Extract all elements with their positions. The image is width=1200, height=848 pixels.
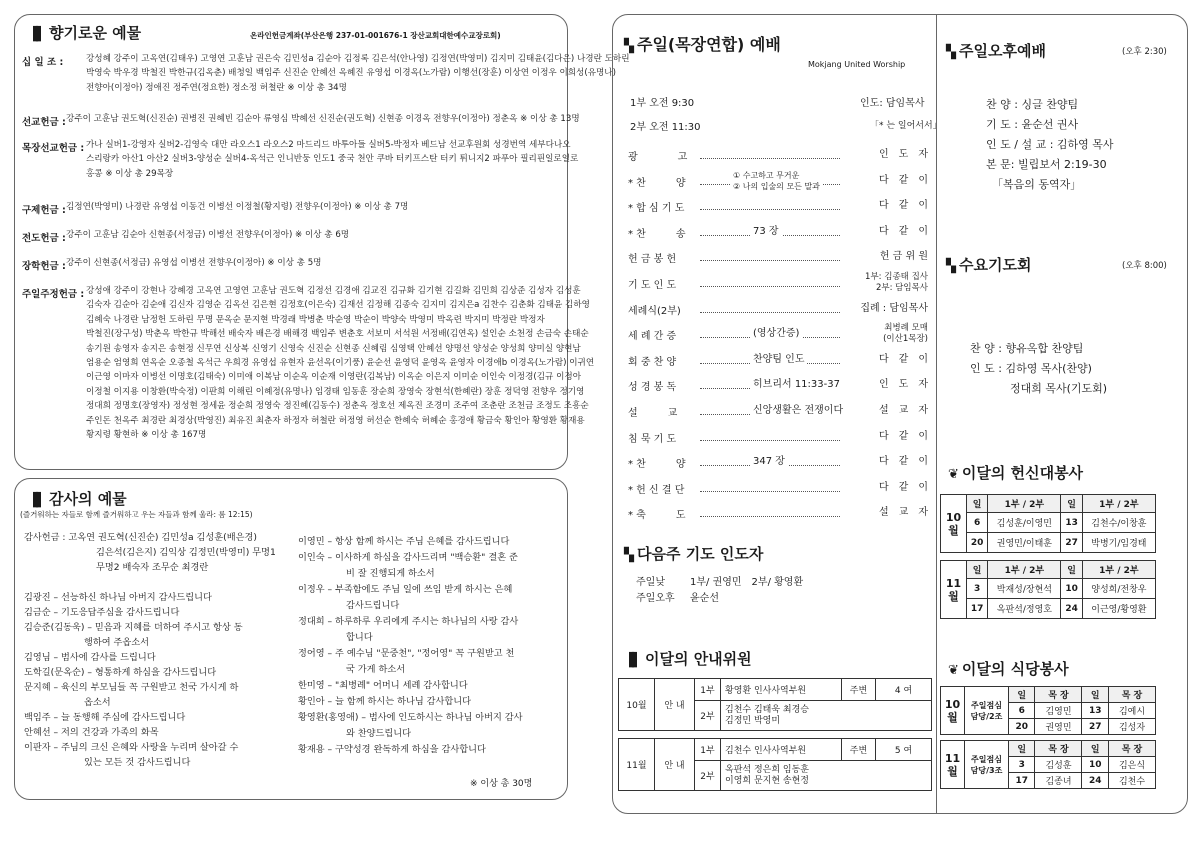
service-order-name: * 합 심 기 도 (628, 203, 685, 215)
usher-row (619, 679, 932, 701)
devotion-cell: 24 (1061, 599, 1082, 619)
offering-name-line: 강성애 강주이 강현나 강혜경 고옥연 고영연 고훈남 권도혁 김정선 김경애 김교진 김규화 김기현 김길화 김민희 김상준 김성자 김성훈 (86, 286, 581, 296)
offering-category-names (66, 256, 550, 270)
devotion-month-line: 월 (948, 523, 959, 537)
wednesday-title: ▚ 수요기도회 (946, 256, 1032, 274)
service-order-item (622, 272, 930, 296)
service-order-content (750, 378, 843, 392)
service-order-content (750, 353, 807, 367)
offering-name-line: 강성혜 강주이 고옥연(김태우) 고영연 고훈남 권은숙 김민성a 김순아 김정록 김은석(안나영) 김정연(박영미) 김지미 김태윤(김다은) 나경란 도하린 (86, 54, 630, 64)
thanks-line: 국 가게 하소서 (346, 664, 406, 675)
offering-category-label: 구제헌금 : (22, 205, 66, 216)
thanks-line: 있는 모든 것 감사드립니다 (84, 757, 191, 768)
service-order-item (622, 378, 930, 398)
offering-name-line: 강주이 고훈남 권도혁(신진순) 권병진 권혜빈 김순아 류영심 박혜선 신진순(권도혁) 신현종 이경옥 전향우(이정아) 정춘옥 ※ 이상 총 13명 (66, 114, 580, 124)
offering-name-line: 강주이 신현종(서정금) 유영섭 이병선 전향우(이정아) ※ 이상 총 5명 (66, 258, 322, 268)
kitchen-title: ❦ 이달의 식당봉사 (948, 660, 1069, 678)
thanks-line: 와 찬양드립니다 (346, 728, 412, 739)
kitchen-header-cell: 일 (1009, 687, 1035, 703)
kitchen-header-row (941, 741, 1156, 757)
next-sunday-value: 1부/ 권영민 2부/ 황영환 (690, 577, 804, 588)
offering-name-line: 강주이 고훈남 김순아 신현종(서정금) 이병선 전향우(이정아) ※ 이상 총 6명 (66, 230, 350, 240)
thanks-line: 이판자 – 주님의 크신 은혜와 사랑을 누리며 살아갈 수 (24, 742, 239, 753)
devotion-month (941, 495, 967, 553)
service-order-leader-line: 다 같 이 (879, 174, 928, 186)
kitchen-cell: 17 (1009, 773, 1035, 789)
service-order-item (622, 481, 930, 501)
wednesday-detail-line: 정대희 목사(기도회) (1010, 382, 1108, 395)
kitchen-month-line: 월 (947, 764, 958, 778)
thanks-line: 김승준(김동욱) – 믿음과 지혜를 더하여 주시고 항상 동 (24, 622, 243, 633)
usher-spacer (619, 731, 932, 739)
service-order-leader-line: 설 교 자 (879, 405, 928, 416)
service-order-content-line: ① 수고하고 무거운 (733, 170, 800, 180)
thanks-line: 감사헌금 : 고옥연 권도혁(신진순) 김민성a 김성훈(배은경) (24, 532, 257, 543)
service-order-leader-dots (700, 158, 840, 159)
usher-month: 11월 (619, 739, 655, 791)
thanks-subtitle: (즐거워하는 자들로 함께 즐거워하고 우는 자들과 함께 울라: 롬 12:15) (20, 510, 253, 519)
offering-name-line: 김정연(박영미) 나경란 유영섭 이동건 이병선 이정철(황지령) 전향우(이정아) ※ 이상 총 7명 (66, 202, 409, 212)
kitchen-header-cell: 목 장 (1035, 741, 1082, 757)
kitchen-cell: 김성훈 (1035, 757, 1082, 773)
service-order-content (750, 455, 788, 469)
service-order-leader (879, 506, 928, 520)
devotion-header-cell: 1부 / 2부 (988, 495, 1061, 513)
service-order-name: 회 중 찬 양 (628, 356, 677, 368)
service-order-item (622, 455, 930, 475)
kitchen-cell: 김영민 (1035, 703, 1082, 719)
service-order-leader-dots (700, 209, 840, 210)
devotion-cell: 10 (1061, 579, 1082, 599)
thanks-line: 백임주 – 늘 동행해 주심에 감사드립니다 (24, 712, 186, 723)
devotion-header-cell: 일 (1061, 495, 1082, 513)
devotion-spacer-cell (941, 553, 1156, 561)
service-order-leader-line: 설 교 자 (879, 507, 928, 519)
devotion-cell: 김천수/이창훈 (1082, 513, 1155, 533)
usher-name-line: 김정민 박영미 (725, 715, 781, 726)
usher-part: 2부 (695, 761, 721, 791)
kitchen-month (941, 741, 965, 789)
devotion-header-cell: 일 (967, 495, 988, 513)
thanks-line: 한미영 – "최병례" 어머니 세례 감사합니다 (298, 680, 468, 691)
devotion-header-row (941, 561, 1156, 579)
usher-name-line: 옥판석 정은희 임동훈 (725, 764, 809, 775)
kitchen-cell: 27 (1082, 719, 1108, 735)
kitchen-cell: 13 (1082, 703, 1108, 719)
service-order-item (622, 199, 930, 219)
thanks-line: 이영민 – 항상 함께 하시는 주님 은혜를 감사드립니다 (298, 536, 510, 547)
service-order-leader (879, 225, 928, 239)
devotion-month-line: 11 (945, 576, 962, 590)
service-order-name: * 찬 양 (628, 177, 686, 189)
column-divider (936, 14, 937, 814)
offering-category-names (66, 228, 550, 242)
kitchen-month-line: 월 (947, 710, 958, 724)
thanks-line: 정대희 – 하루하루 우리에게 주시는 하나님의 사랑 감사 (298, 616, 519, 627)
offering-category-names (86, 52, 630, 95)
devotion-cell: 박병기/임경태 (1082, 533, 1155, 553)
service-order-name: * 찬 양 (628, 459, 686, 471)
devotion-header-cell: 1부 / 2부 (1082, 561, 1155, 579)
offering-category-label: 선교헌금 : (22, 117, 66, 128)
thanks-line: 김은석(김은지) 김익상 김정민(박영미) 무명1 (96, 547, 276, 558)
service-order-content (750, 225, 782, 239)
kitchen-dept (965, 741, 1009, 789)
offering-name-line: 박영숙 박우경 박철진 박한규(김옥춘) 배청일 백임주 신진순 안혜선 옥혜진 유영섭 이경옥(노가람) 이행선(장훈) 이상연 이정우 이희성(유명나) (86, 68, 616, 79)
offering-name-line: 엄용순 엄영희 연옥순 오종철 옥석근 우희경 유영섭 유현자 윤선옥(이기풍) 윤순선 윤영덕 윤영옥 윤영자 이경애b 이경옥(노가람) 이귀연 (86, 358, 595, 369)
devotion-cell: 박재성/장현석 (988, 579, 1061, 599)
devotion-spacer (941, 553, 1156, 561)
thanks-line: 황인아 – 늘 함께 하시는 하나님 감사합니다 (298, 696, 471, 707)
offering-name-line: 이정철 이지용 이창환(박숙정) 이판희 이해린 이혜정(유명나) 임경태 임동훈 장순희 장영숙 장현석(한혜란) 장훈 정덕영 전향우 정기영 (86, 386, 585, 397)
thanks-line: 황재용 – 구약성경 완독하게 하심을 감사합니다 (298, 744, 486, 755)
service-order-leader (865, 272, 928, 294)
kitchen-dept (965, 687, 1009, 735)
service-order-leader-dots (700, 516, 840, 517)
offering-name-line: 김숙자 김순아 김순애 김신자 김영순 김옥선 김은현 김정호(이은숙) 김재선 김정해 김종숙 김지미 김지은a 김찬수 김춘화 김태윤 김하영 (86, 300, 590, 311)
service-order-name: * 헌 신 결 단 (628, 484, 685, 496)
wednesday-detail-line: 찬 양 : 향유옥합 찬양팀 (970, 342, 1084, 355)
kitchen-cell: 권영민 (1035, 719, 1082, 735)
service-order-content-line: ② 나의 입술의 모든 말과 (733, 181, 820, 191)
devotion-cell: 3 (967, 579, 988, 599)
service-order-content-line: 히브리서 11:33-37 (753, 379, 840, 391)
service-order-content-line: 찬양팀 인도 (753, 353, 805, 365)
thanks-line: 도학길(문옥순) – 형통하게 하심을 감사드립니다 (24, 667, 217, 678)
usher-post: 주변 (842, 739, 876, 761)
offering-name-line: 가나 실버1-강영자 실버2-김영숙 대만 라오스1 라오스2 마드리드 바투아들 실버5-박정자 베드남 선교후원회 성경번역 세부다나오 (86, 140, 571, 150)
thanks-line: 감사드립니다 (346, 600, 400, 611)
offering-name-line: 주인돈 천옥주 최경란 최경상(박영진) 최유진 최춘자 하정자 허철란 허정영 허선순 한혜숙 허혜순 홍경애 황금숙 황인아 황영환 황재용 (86, 415, 585, 426)
kitchen-cell: 20 (1009, 719, 1035, 735)
service-order-leader-line: 헌 금 위 원 (879, 251, 928, 263)
kitchen-cell: 10 (1082, 757, 1108, 773)
service-order-name: 세 례 간 증 (628, 331, 677, 343)
afternoon-detail-line: 본 문: 빌립보서 2:19-30 (986, 158, 1107, 171)
kitchen-dept-line: 담당/2조 (970, 711, 1003, 721)
service-order-leader (879, 174, 928, 188)
kitchen-cell: 24 (1082, 773, 1108, 789)
service-order-content-line: 73 장 (753, 225, 779, 237)
kitchen-header-cell: 일 (1082, 741, 1108, 757)
offering-name-line: 정대희 정명호(장영자) 정성현 정세윤 정순희 정영숙 정진혜(김동수) 정춘옥 정호선 제옥진 조경미 조주여 조춘란 조천금 조정도 조흥순 (86, 401, 589, 412)
service-order-leader-line: 집례 : 담임목사 (860, 302, 928, 314)
devotion-cell: 권영민/이태훈 (988, 533, 1061, 553)
thanks-line: 옵소서 (84, 697, 111, 708)
usher-part: 1부 (695, 679, 721, 701)
devotion-header-cell: 1부 / 2부 (1082, 495, 1155, 513)
offering-category-label: 장학헌금 : (22, 261, 66, 272)
kitchen-dept-line: 담당/3조 (970, 765, 1003, 775)
devotion-cell: 양성희/전창우 (1082, 579, 1155, 599)
service-order-leader-line: 다 같 이 (879, 353, 928, 365)
devotion-row (941, 579, 1156, 599)
thanks-line: 김영님 – 범사에 감사를 드립니다 (24, 652, 156, 663)
service-order-name: 광 고 (628, 152, 688, 163)
next-week-title: ▚ 다음주 기도 인도자 (624, 545, 764, 563)
service-order-name: 침 묵 기 도 (628, 433, 677, 445)
service-order-leader-line: 다 같 이 (879, 430, 928, 442)
devotion-row (941, 513, 1156, 533)
kitchen-cell: 김종녀 (1035, 773, 1082, 789)
service-order-leader (879, 378, 928, 392)
afternoon-detail-line: 찬 양 : 싱글 찬양팀 (986, 98, 1079, 111)
thanks-line: 무명2 배숙자 조무순 최경란 (96, 562, 209, 573)
service-order-leader-line: 다 같 이 (879, 225, 928, 237)
devotion-cell: 27 (1061, 533, 1082, 553)
service-order-leader-line: 1부: 김종태 집사 (865, 272, 928, 282)
usher-part: 1부 (695, 739, 721, 761)
kitchen-cell: 김천수 (1108, 773, 1155, 789)
service-order-content (750, 327, 802, 341)
kitchen-cell: 3 (1009, 757, 1035, 773)
devotion-cell: 김성훈/이영민 (988, 513, 1061, 533)
service-order-leader-line: 다 같 이 (879, 456, 928, 468)
offering-name-line: 박철진(장구성) 박춘옥 박한규 박해선 배숙자 배은경 배해경 백임주 변춘호 서보미 서석원 서정배(김연옥) 설인순 소천정 손금숙 손태순 (86, 329, 589, 340)
kitchen-cell: 김예시 (1108, 703, 1155, 719)
service-order-name: * 찬 송 (628, 228, 686, 240)
thanks-line: 정어영 – 주 예수님 "문중천", "정어영" 꼭 구원받고 천 (298, 648, 515, 659)
devotion-cell: 17 (967, 599, 988, 619)
kitchen-cell: 김성자 (1108, 719, 1155, 735)
service-order-name: 설 교 (628, 408, 678, 419)
service-order-name: 헌 금 봉 헌 (628, 254, 677, 266)
thanks-line: 행하여 주옵소서 (84, 637, 150, 648)
devotion-cell: 이근영/황영환 (1082, 599, 1155, 619)
kitchen-cell: 6 (1009, 703, 1035, 719)
usher-role: 안 내 (655, 679, 695, 731)
offering-name-line: 전향아(이정아) 정애진 정주연(정요한) 정소정 허철란 ※ 이상 총 34명 (86, 82, 347, 93)
kitchen-header-cell: 목 장 (1035, 687, 1082, 703)
offering-name-line: 송기원 송영자 송지은 송현정 신무연 신상복 신영기 신영숙 신진순 신현종 신혜림 심영택 안혜선 양명선 양성순 양성희 양미실 양현남 (86, 343, 581, 354)
offering-category-label: 주일주정헌금 : (22, 289, 85, 300)
thanks-line: 비 잘 진행되게 하소서 (346, 568, 435, 579)
usher-spacer-cell (619, 731, 932, 739)
thanks-line: 안혜선 – 저의 건강과 가족의 화목 (24, 727, 159, 738)
service-order-leader (860, 302, 928, 316)
kitchen-header-row (941, 687, 1156, 703)
service-order-leader (883, 323, 928, 345)
usher-part: 2부 (695, 701, 721, 731)
service-order-leader-dots (700, 286, 840, 287)
service-order-leader-dots (700, 440, 840, 441)
usher-names (721, 761, 932, 791)
kitchen-header-cell: 목 장 (1108, 741, 1155, 757)
offering-name-line: 이근영 이마자 이병선 이명호(김태숙) 이미애 이복남 이순옥 이순재 이영란(김복남) 이옥순 이은지 이미순 이인숙 이정경(김규 이정아 (86, 372, 581, 383)
service-order-item (622, 506, 930, 526)
service-order-leader-line: 인 도 자 (879, 149, 928, 160)
service-order-name: 세례식(2부) (628, 305, 681, 317)
devotion-cell: 13 (1061, 513, 1082, 533)
usher-names: 황영환 인사사역부원 (721, 679, 842, 701)
next-sunday-label: 주일낮 (636, 577, 665, 588)
service-first-time: 1부 오전 9:30 (630, 98, 695, 109)
devotion-row (941, 599, 1156, 619)
devotion-cell: 옥판석/정영호 (988, 599, 1061, 619)
service-order-leader (879, 353, 928, 367)
kitchen-cell: 김은식 (1108, 757, 1155, 773)
service-order-content-line: (영상간증) (753, 328, 800, 340)
service-order-item (622, 404, 930, 424)
afternoon-detail-line: 인 도 / 설 교 : 김하영 목사 (986, 138, 1114, 151)
service-order-content (730, 170, 823, 192)
service-order-leader-line: 다 같 이 (879, 481, 928, 493)
service-order-item (622, 170, 930, 194)
afternoon-detail-line: 「복음의 동역자」 (992, 178, 1082, 191)
usher-row (619, 739, 932, 761)
offering-category-label: 목장선교헌금 : (22, 143, 85, 154)
service-standing-note: 「* 는 일어서서」 (870, 121, 942, 131)
devotion-header-row (941, 495, 1156, 513)
service-order-leader-dots (700, 491, 840, 492)
offering-title: ▐▌ 향기로운 예물 (28, 24, 142, 42)
service-order-leader (879, 199, 928, 213)
offering-category-label: 십 일 조 : (22, 57, 64, 68)
ushers-title: ▐▌ 이달의 안내위원 (624, 650, 752, 668)
service-order-leader-dots (700, 260, 840, 261)
afternoon-time: (오후 2:30) (1122, 47, 1167, 57)
devotion-month-line: 10 (945, 510, 962, 524)
service-order-item (622, 148, 930, 168)
offering-category-names (86, 138, 579, 181)
offering-name-line: 김혜숙 나경란 남정헌 도하린 무명 문옥순 문지현 박경래 박병춘 박순영 박순이 박양숙 박영미 박옥련 박지미 박정란 박정자 (86, 314, 545, 325)
usher-post: 주변 (842, 679, 876, 701)
kitchen-month-line: 11 (944, 751, 961, 765)
offering-category-names (66, 112, 580, 126)
thanks-line: 이정우 – 부족함에도 주님 일에 쓰임 받게 하시는 은혜 (298, 584, 513, 595)
usher-name-line: 김천수 김태욱 최경승 (725, 704, 809, 715)
service-order-leader (879, 148, 928, 162)
service-title: ▚ 주일(목장연합) 예배 (624, 35, 781, 54)
thanks-line: 김금순 – 기도응답주심을 감사드립니다 (24, 607, 180, 618)
service-order-leader-line: 최병례 모매 (884, 323, 928, 334)
usher-names: 김천수 인사사역부원 (721, 739, 842, 761)
offering-name-line: 스리랑카 아산1 아산2 실버3-양성순 실버4-옥석근 인니반둥 인도1 중국 천안 쿠바 터키프스탄 터키 튀니지2 파푸아 필리핀일로일로 (86, 154, 579, 165)
service-subtitle: Mokjang United Worship (808, 60, 906, 69)
thanks-total: ※ 이상 총 30명 (470, 779, 533, 789)
kitchen-header-cell: 일 (1082, 687, 1108, 703)
usher-names (721, 701, 932, 731)
thanks-title: ▐▌ 감사의 예물 (28, 490, 127, 508)
afternoon-title: ▚ 주일오후예배 (946, 42, 1046, 60)
kitchen-month (941, 687, 965, 735)
thanks-line: 합니다 (346, 632, 373, 643)
service-order-leader (879, 404, 928, 418)
kitchen-table (940, 686, 1156, 789)
service-order-content-line: 신앙생활은 전쟁이다 (753, 405, 844, 416)
thanks-line: 황영환(홍영애) – 범사에 인도하시는 하나님 아버지 감사 (298, 712, 523, 723)
service-order-item (622, 353, 930, 373)
devotion-month-line: 월 (948, 589, 959, 603)
usher-count: 4 여 (876, 679, 932, 701)
service-order-item (622, 430, 930, 450)
devotion-cell: 6 (967, 513, 988, 533)
thanks-line: 문지혜 – 육신의 부모님들 꼭 구원받고 천국 가시게 하 (24, 682, 239, 693)
devotion-month (941, 561, 967, 619)
service-order-leader-line: 2부: 담임목사 (875, 283, 928, 293)
offering-category-names (86, 284, 595, 442)
offering-category-label: 전도헌금 : (22, 233, 66, 244)
service-order-name: 기 도 인 도 (628, 280, 677, 291)
ushers-table (618, 678, 932, 791)
service-order-item (622, 225, 930, 245)
usher-month: 10월 (619, 679, 655, 731)
service-order-content (750, 404, 846, 418)
devotion-header-cell: 1부 / 2부 (988, 561, 1061, 579)
service-order-content-line: 347 장 (753, 456, 785, 468)
service-order-leader (879, 455, 928, 469)
service-order-leader-line: 인 도 자 (879, 379, 928, 391)
offering-name-line: 홍콩 ※ 이상 총 29목장 (86, 168, 174, 179)
service-order-leader (879, 481, 928, 495)
thanks-line: 김광진 – 선능하신 하나님 아버지 감사드립니다 (24, 592, 212, 603)
devotion-header-cell: 일 (967, 561, 988, 579)
usher-name-line: 이영희 문지현 송현정 (725, 775, 809, 786)
kitchen-dept-line: 주일점심 (971, 754, 1002, 764)
service-order-leader-dots (700, 312, 840, 313)
wednesday-detail-line: 인 도 : 김하영 목사(찬양) (970, 362, 1092, 375)
service-order-leader-line: 다 같 이 (879, 200, 928, 212)
service-second-time: 2부 오전 11:30 (630, 122, 701, 133)
devotion-table (940, 494, 1156, 619)
offering-category-names (66, 200, 550, 214)
service-order-item (622, 250, 930, 270)
devotion-title: ❦ 이달의 헌신대봉사 (948, 464, 1084, 482)
service-order-item (622, 302, 930, 322)
service-order-name: 성 경 봉 독 (628, 382, 677, 394)
afternoon-detail-line: 기 도 : 윤순선 권사 (986, 118, 1079, 131)
usher-count: 5 여 (876, 739, 932, 761)
offering-account: 온라인헌금계좌(부산은행 237-01-001676-1 장산교회대한예수교장로회) (250, 31, 501, 40)
kitchen-header-cell: 목 장 (1108, 687, 1155, 703)
service-order-leader (879, 430, 928, 444)
service-order-item (622, 323, 930, 347)
kitchen-dept-line: 주일점심 (971, 700, 1002, 710)
service-order-name: * 축 도 (628, 510, 686, 522)
devotion-cell: 20 (967, 533, 988, 553)
usher-role: 안 내 (655, 739, 695, 791)
offering-name-line: 황지령 황현하 ※ 이상 총 167명 (86, 430, 207, 441)
service-order-leader-line: (이산1목장) (883, 334, 928, 345)
devotion-header-cell: 일 (1061, 561, 1082, 579)
next-afternoon-value: 윤순선 (690, 593, 719, 604)
wednesday-time: (오후 8:00) (1122, 261, 1167, 271)
kitchen-header-cell: 일 (1009, 741, 1035, 757)
service-leader: 인도: 담임목사 (860, 98, 925, 109)
kitchen-month-line: 10 (944, 697, 961, 711)
devotion-row (941, 533, 1156, 553)
next-afternoon-label: 주일오후 (636, 593, 675, 604)
thanks-line: 이인숙 – 이사하게 하심을 감사드리며 "백승환" 결혼 준 (298, 552, 518, 563)
service-order-leader (880, 250, 928, 264)
